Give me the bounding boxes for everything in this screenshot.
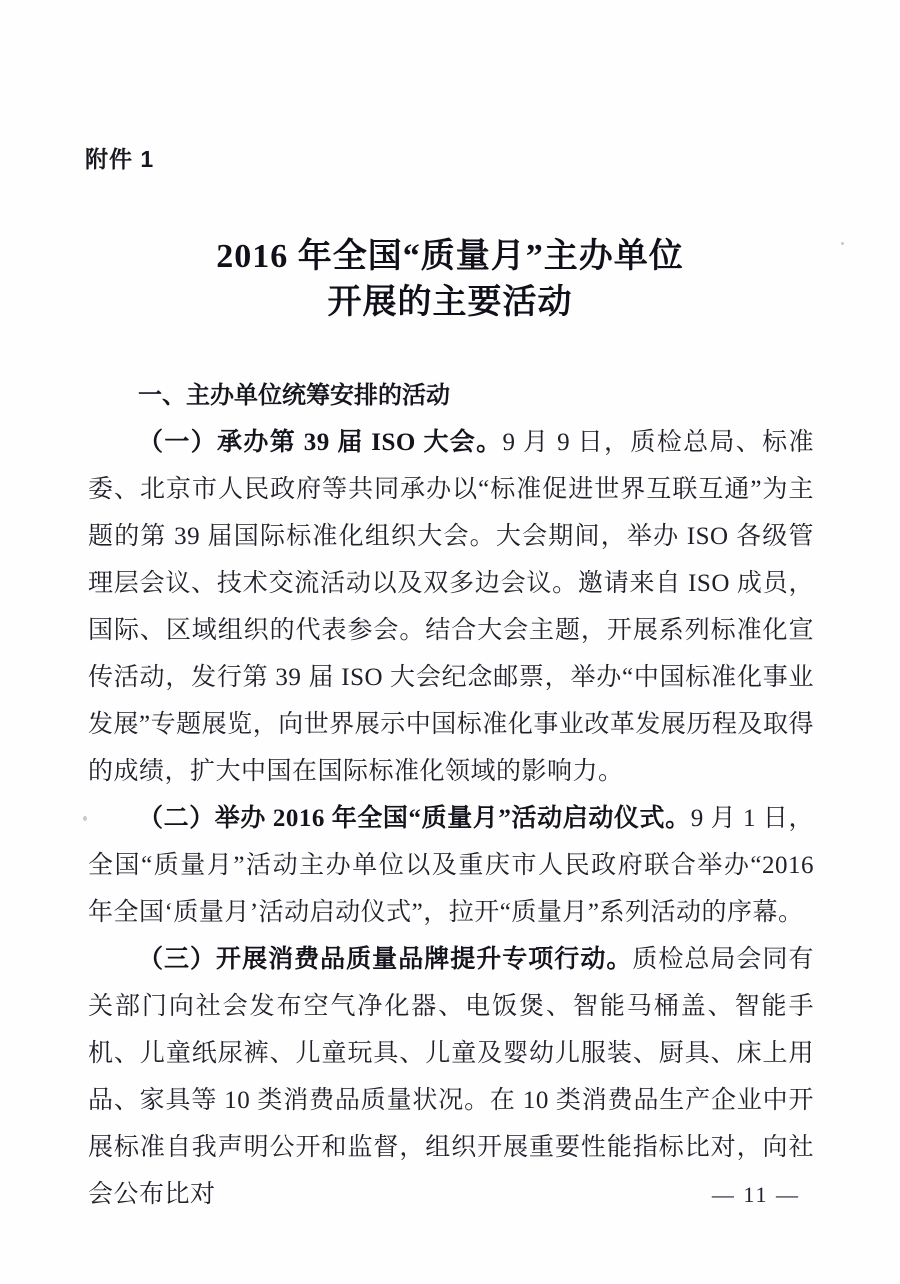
- scan-artifact: [841, 242, 844, 245]
- paragraph-2-lead: （二）举办 2016 年全国“质量月”活动启动仪式。: [138, 805, 691, 832]
- paragraph-3-lead: （三）开展消费品质量品牌提升专项行动。: [138, 946, 633, 973]
- paragraph-1-body: 9 月 9 日，质检总局、标准委、北京市人民政府等共同承办以“标准促进世界互联互通”为主题的第 39 届国际标准化组织大会。大会期间，举办 ISO 各级管理层会议、技术交流活动以及双多边会议。邀请来自 ISO 成员，国际、区域组织的代表参会。结合大会主题，开展系列标准化宣传活动，发行第 39 届 ISO 大会纪念邮票，举办“中国标准化事业发展”专题展览，向世界展示中国标准化事业改革发展历程及取得的成绩，扩大中国在国际标准化领域的影响力。: [88, 429, 814, 785]
- paragraph-3-body: 质检总局会同有关部门向社会发布空气净化器、电饭煲、智能马桶盖、智能手机、儿童纸尿裤、儿童玩具、儿童及婴幼儿服装、厨具、床上用品、家具等 10 类消费品质量状况。在 10 类消费品生产企业中开展标准自我声明公开和监督，组织开展重要性能指标比对，向社会公布比对: [88, 946, 814, 1208]
- section-heading: 一、主办单位统筹安排的活动: [138, 382, 450, 409]
- attachment-label: 附件 1: [85, 146, 155, 172]
- paragraph-2: [88, 795, 814, 936]
- paragraph-1: [88, 419, 814, 795]
- paragraph-3: [88, 936, 814, 1218]
- document-title-line2: 开展的主要活动: [327, 284, 573, 321]
- document-body: [88, 372, 814, 1218]
- paragraph-1-lead: （一）承办第 39 届 ISO 大会。: [138, 429, 503, 456]
- scan-artifact: [83, 816, 87, 821]
- document-title: [0, 234, 900, 326]
- page-number: — 11 —: [711, 1182, 800, 1207]
- paragraph-2-body: 9 月 1 日，全国“质量月”活动主办单位以及重庆市人民政府联合举办“2016 年全国‘质量月’活动启动仪式”，拉开“质量月”系列活动的序幕。: [88, 805, 814, 926]
- document-title-line1: 2016 年全国“质量月”主办单位: [216, 238, 684, 275]
